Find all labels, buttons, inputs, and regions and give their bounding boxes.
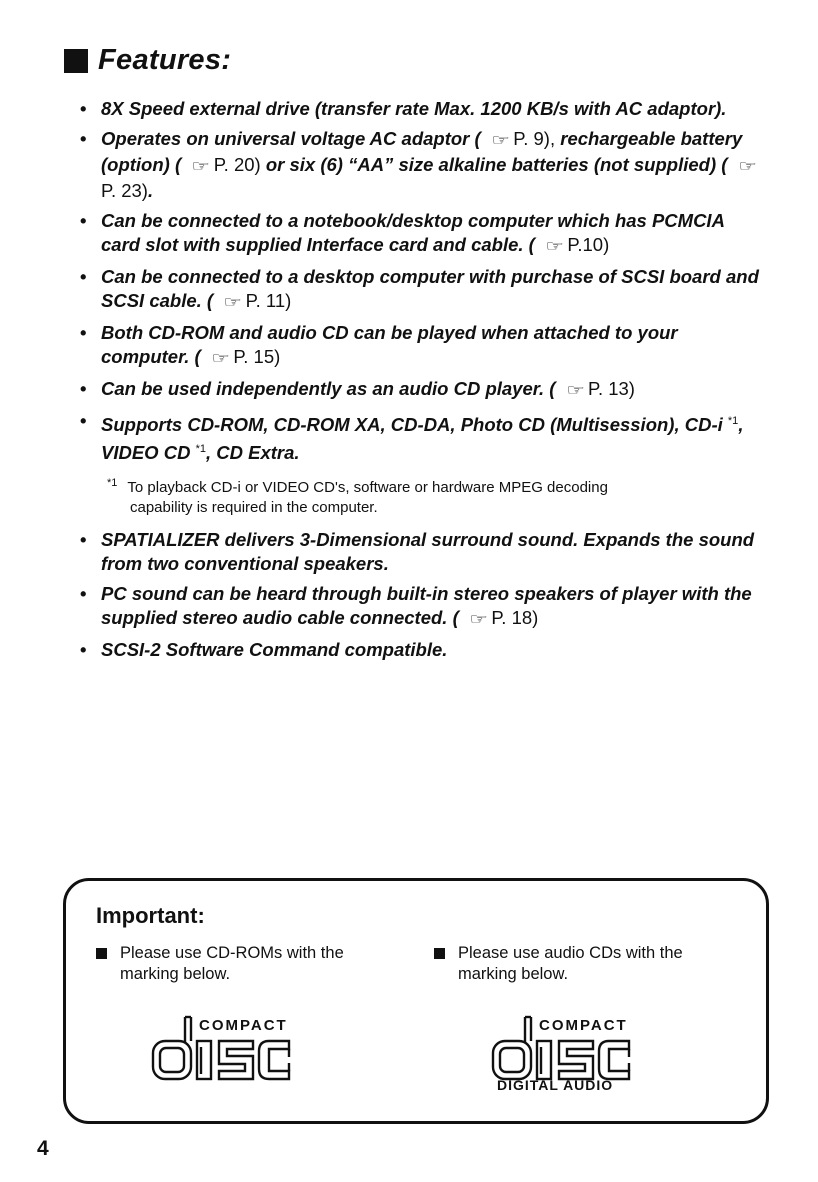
page-reference: P. 15) <box>233 346 281 367</box>
pointing-hand-icon: ☞ <box>211 350 231 367</box>
footnote-line-2: capability is required in the computer. <box>130 499 378 517</box>
footnote <box>101 473 747 518</box>
feature-item: • Can be connected to a desktop computer with purchase of SCSI board and SCSI cable. ( ☞ P. 11) <box>78 265 768 315</box>
section-heading <box>64 44 231 77</box>
bullet-icon: • <box>80 98 87 119</box>
page-reference: P. 13) <box>587 378 635 399</box>
feature-item: • SPATIALIZER delivers 3-Dimensional surround sound. Expands the sound from two conventional speakers. <box>80 529 755 575</box>
page-reference: P. 9), <box>513 128 556 149</box>
pointing-hand-icon: ☞ <box>191 158 211 175</box>
feature-item: • SCSI-2 Software Command compatible. <box>80 639 448 661</box>
bullet-icon: • <box>80 128 87 149</box>
footnote-marker: *1 <box>727 415 739 427</box>
pointing-hand-icon: ☞ <box>223 294 243 311</box>
bullet-icon: • <box>80 378 87 399</box>
pointing-hand-icon: ☞ <box>737 158 757 175</box>
audio-cd-note-text: Please use audio CDs with the marking below. <box>458 944 683 983</box>
square-bullet-icon <box>96 948 107 959</box>
logo-compact-text: COMPACT <box>539 1017 628 1034</box>
bullet-icon: • <box>80 639 87 661</box>
square-bullet-icon <box>434 948 445 959</box>
compact-disc-logo <box>151 1011 311 1096</box>
cdrom-note <box>96 943 376 985</box>
feature-item: • Supports CD-ROM, CD-ROM XA, CD-DA, Photo CD (Multisession), CD-i $^{*1}$, VIDEO CD $^{*1}$, CD Extra. $^{*1}$ To playback CD-i or VIDEO CD's, software or hardware MPEG decoding capability is required in the computer. <box>78 409 768 518</box>
page-reference: P. 20) <box>213 154 261 175</box>
pointing-hand-icon: ☞ <box>545 238 565 255</box>
bullet-icon: • <box>80 322 87 343</box>
page-reference: P. 23) <box>101 180 148 201</box>
bullet-icon: • <box>80 210 87 231</box>
bullet-icon: • <box>80 266 87 287</box>
footnote-marker: *1 <box>195 443 206 456</box>
logo-compact-text: COMPACT <box>199 1017 288 1034</box>
heading-square-icon <box>64 49 88 73</box>
feature-item: • Can be connected to a notebook/desktop computer which has PCMCIA card slot with supplied Interface card and cable. ( ☞ P.10) <box>78 209 768 259</box>
pointing-hand-icon: ☞ <box>565 382 585 399</box>
cdrom-note-text: Please use CD-ROMs with the marking below. <box>120 944 344 983</box>
important-box <box>63 878 769 1124</box>
bullet-icon: • <box>80 583 87 605</box>
page-reference: P. 11) <box>245 290 292 311</box>
footnote-line-1: To playback CD-i or VIDEO CD's, software or hardware MPEG decoding <box>127 479 608 497</box>
audio-cd-note <box>434 943 714 985</box>
compact-disc-digital-audio-logo <box>491 1011 651 1096</box>
bullet-icon: • <box>80 529 87 551</box>
page-number: 4 <box>37 1137 49 1160</box>
feature-item: • PC sound can be heard through built-in stereo speakers of player with the supplied stereo audio cable connected. ( ☞ P. 18) <box>78 582 768 632</box>
feature-item: • Can be used independently as an audio CD player. ( ☞ P. 13) <box>78 377 768 403</box>
feature-item: • 8X Speed external drive (transfer rate Max. 1200 KB/s with AC adaptor). <box>80 98 727 119</box>
pointing-hand-icon: ☞ <box>491 132 510 149</box>
feature-item: • Both CD-ROM and audio CD can be played when attached to your computer. ( ☞ P. 15) <box>78 321 768 371</box>
pointing-hand-icon: ☞ <box>469 611 489 629</box>
page-reference: P.10) <box>567 234 610 255</box>
features-list <box>78 97 768 668</box>
footnote-mark: *1 <box>107 477 118 490</box>
section-title: Features: <box>98 44 232 76</box>
feature-item: • Operates on universal voltage AC adaptor ( ☞ P. 9), rechargeable battery (option) ( ☞ P. 20) or six (6) “AA” size alkaline batteries (not supplied) ( ☞P. 23). <box>80 128 757 201</box>
logo-digital-audio-text: DIGITAL AUDIO <box>497 1077 614 1093</box>
page-reference: P. 18) <box>491 607 539 629</box>
bullet-icon: • <box>80 410 87 431</box>
important-title: Important: <box>96 903 205 928</box>
